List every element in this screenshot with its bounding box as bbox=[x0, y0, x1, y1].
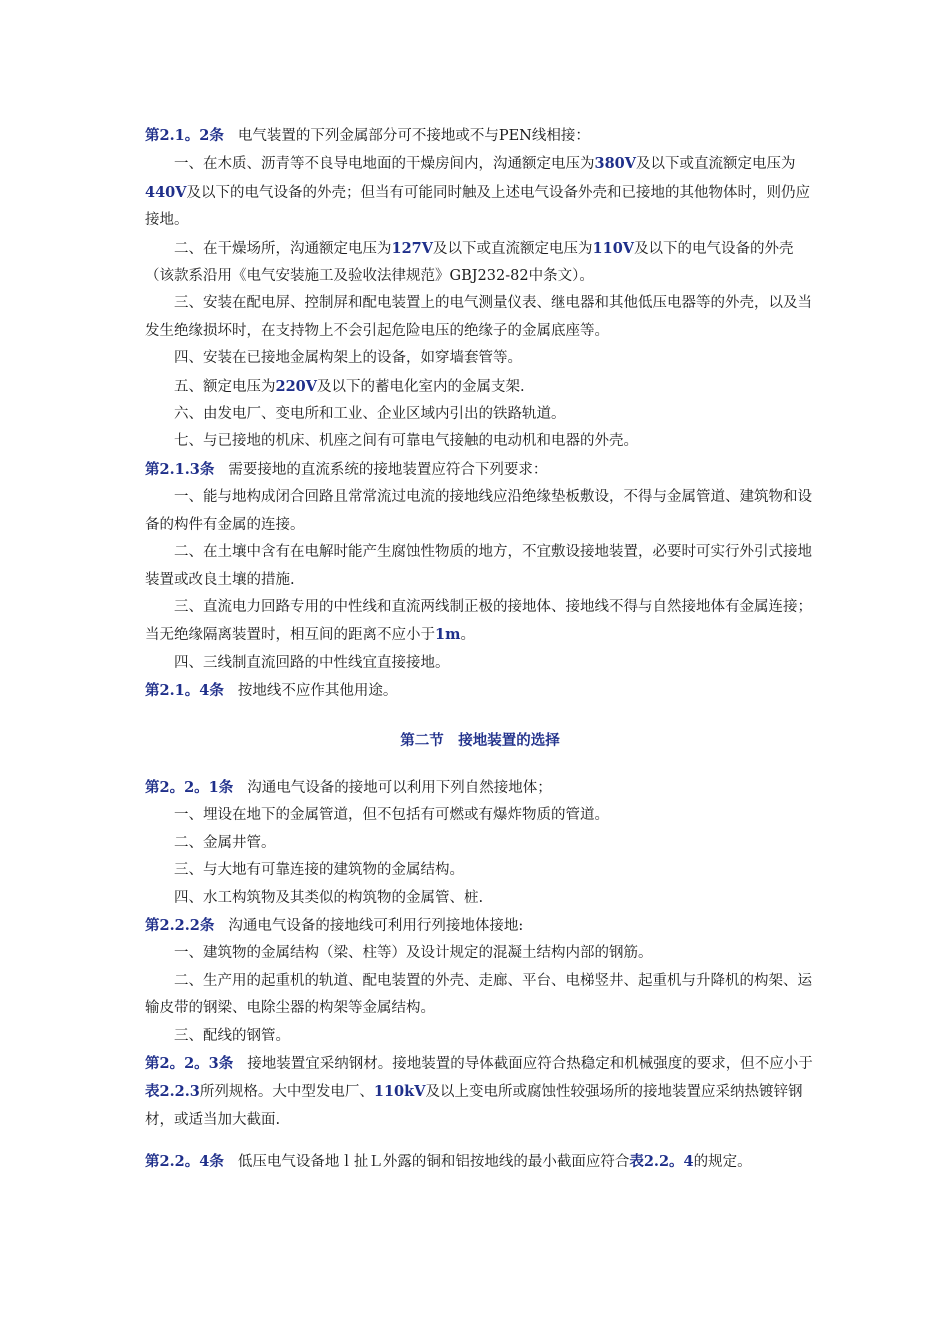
article-heading bbox=[145, 122, 815, 150]
article-heading bbox=[145, 774, 815, 802]
article-number: 第2。2。1条 bbox=[145, 778, 234, 796]
document-body bbox=[145, 122, 815, 1177]
list-item: 二、金属井管。 bbox=[174, 834, 276, 851]
list-item: 四、水工构筑物及其类似的构筑物的金属管、桩. bbox=[174, 889, 484, 906]
list-item: 四、安装在已接地金属构架上的设备，如穿墙套管等。 bbox=[174, 350, 522, 367]
list-item: 一、埋设在地下的金属管道，但不包括有可燃或有爆炸物质的管道。 bbox=[174, 807, 609, 824]
list-item: 五、额定电压为220V及以下的蓄电化室内的金属支架. bbox=[174, 377, 525, 395]
article-number: 第2.1。4条 bbox=[145, 682, 224, 700]
table-reference: 表2.2.3 bbox=[145, 1083, 200, 1101]
article-text: 按地线不应作其他用途。 bbox=[237, 683, 398, 700]
list-item: 一、在木质、沥青等不良导电地面的干燥房间内，沟通额定电压为380V及以下或直流额定电压为440V及以下的电气设备的外壳；但当有可能同时触及上述电气设备外壳和已接地的其他物体时，则仍应接地。 bbox=[145, 155, 811, 229]
list-item: 七、与已接地的机床、机座之间有可靠电气接触的电动机和电器的外壳。 bbox=[174, 433, 638, 450]
list-item: 三、直流电力回路专用的中性线和直流两线制正极的接地体、接地线不得与自然接地体有金属连接；当无绝缘隔离装置时，相互间的距离不应小于1m。 bbox=[145, 598, 812, 644]
list-item: 二、生产用的起重机的轨道、配电装置的外壳、走廊、平台、电梯竖井、起重机与升降机的构架、运输皮带的钢梁、电除尘器的构架等金属结构。 bbox=[145, 972, 812, 1017]
article-text: 电气装置的下列金属部分可不接地或不与PEN线相接： bbox=[237, 128, 590, 144]
article-heading bbox=[145, 912, 815, 940]
article-number: 第2.2.2条 bbox=[145, 916, 215, 934]
list-item: 二、在土壤中含有在电解时能产生腐蚀性物质的地方，不宜敷设接地装置，必要时可实行外引式接地装置或改良土壤的措施. bbox=[145, 544, 812, 588]
section-title: 第二节 接地装置的选择 bbox=[400, 731, 560, 749]
article-paragraph: 第2。2。3条 接地装置宜采纳钢材。接地装置的导体截面应符合热稳定和机械强度的要求，但不应小于表2.2.3所列规格。大中型发电厂、110kV及以上变电所或腐蚀性较强场所的接地装置应采纳热镀锌钢材，或适当加大截面. bbox=[145, 1055, 813, 1128]
article-number: 第2。2。3条 bbox=[145, 1055, 234, 1072]
article-number: 第2.1.3条 bbox=[145, 460, 215, 478]
list-item: 三、安装在配电屏、控制屏和配电装置上的电气测量仪表、继电器和其他低压电器等的外壳，以及当发生绝缘损坏时，在支持物上不会引起危险电压的绝缘子的金属底座等。 bbox=[145, 295, 812, 339]
article-text: 沟通电气设备的接地线可利用行列接地体接地: bbox=[228, 917, 524, 934]
article-heading bbox=[145, 677, 815, 705]
article-paragraph: 第2.2。4条 低压电气设备地ｌ扯Ｌ外露的铜和铝按地线的最小截面应符合表2.2。4的规定。 bbox=[145, 1153, 752, 1171]
article-text: 沟通电气设备的接地可以利用下列自然接地体； bbox=[247, 779, 552, 796]
list-item: 一、建筑物的金属结构（梁、柱等）及设计规定的混凝土结构内部的钢筋。 bbox=[174, 945, 653, 962]
article-text: 需要接地的直流系统的接地装置应符合下列要求： bbox=[228, 461, 548, 478]
article-number: 第2.1。2条 bbox=[145, 127, 224, 144]
list-item: 二、在干燥场所，沟通额定电压为127V及以下或直流额定电压为110V及以下的电气设备的外壳（该款系沿用《电气安装施工及验收法律规范》GBJ232-82中条文）。 bbox=[145, 239, 794, 285]
article-number: 第2.2。4条 bbox=[145, 1153, 224, 1171]
list-item: 六、由发电厂、变电所和工业、企业区域内引出的铁路轨道。 bbox=[174, 406, 566, 423]
list-item: 一、能与地构成闭合回路且常常流过电流的接地线应沿绝缘垫板敷设，不得与金属管道、建筑物和设备的构件有金属的连接。 bbox=[145, 489, 812, 533]
article-heading bbox=[145, 456, 815, 484]
table-reference: 表2.2。4 bbox=[629, 1153, 694, 1171]
list-item: 三、配线的钢管。 bbox=[174, 1027, 290, 1044]
list-item: 四、三线制直流回路的中性线宜直接接地。 bbox=[174, 654, 450, 671]
list-item: 三、与大地有可靠连接的建筑物的金属结构。 bbox=[174, 862, 464, 879]
